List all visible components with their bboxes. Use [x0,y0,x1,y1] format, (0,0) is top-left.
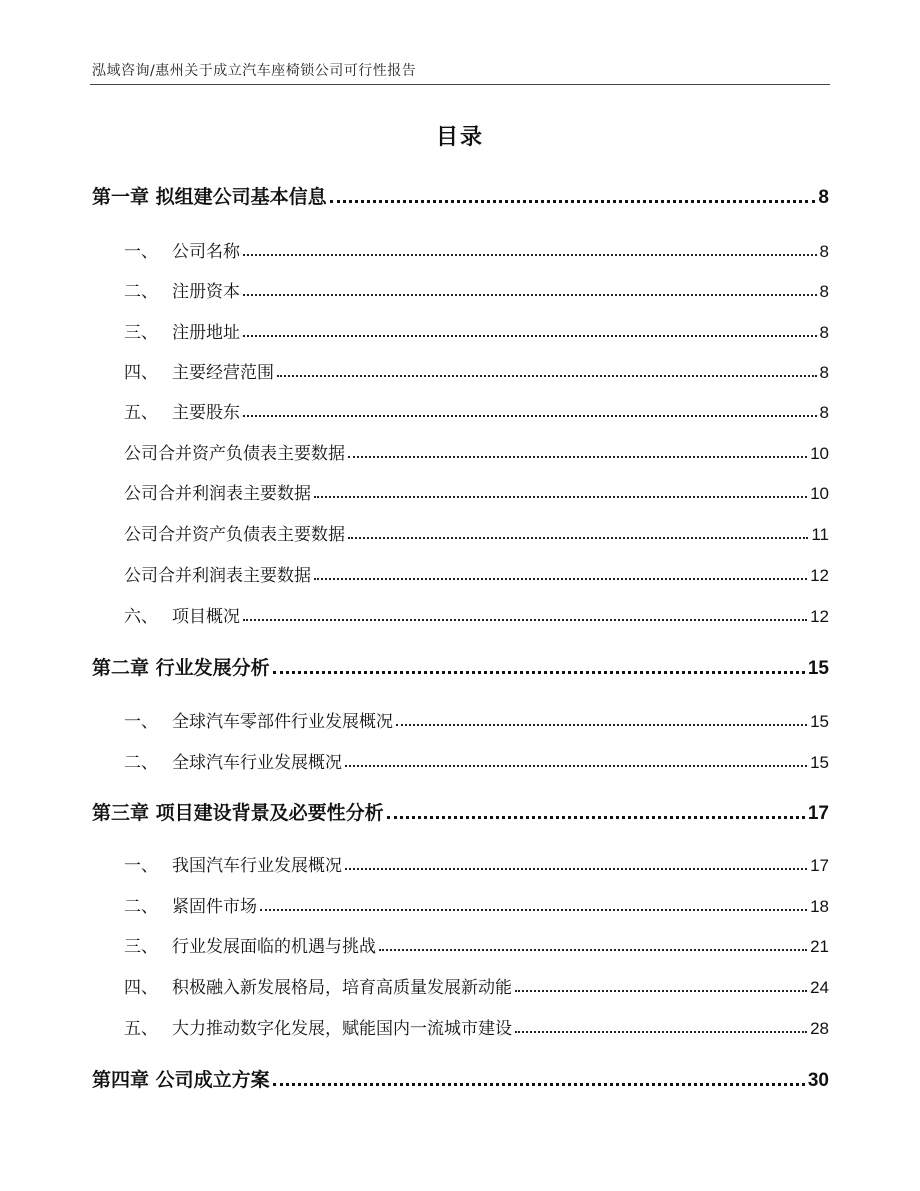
toc-section-number: 五、 [124,403,158,423]
toc-page-number: 8 [819,282,829,301]
toc-section-label: 全球汽车行业发展概况 [172,753,342,773]
toc-page-number: 18 [810,897,829,916]
toc-leader [243,415,817,417]
toc-chapter-label: 第一章 拟组建公司基本信息 [92,186,327,208]
toc-page-number: 12 [810,607,829,626]
toc-section[interactable] [124,707,829,732]
toc-leader [277,375,817,377]
toc-section-label: 注册资本 [172,282,240,302]
toc-leader [243,335,817,337]
toc-page-number: 11 [811,525,829,544]
toc-section-label: 公司合并利润表主要数据 [124,484,311,504]
toc-chapter[interactable] [92,1065,829,1092]
toc-leader [348,537,808,539]
toc-section-number: 二、 [124,282,158,302]
toc-section[interactable] [124,520,829,545]
toc-page-number: 30 [807,1070,829,1091]
toc-section-number: 二、 [124,897,158,917]
toc-leader [273,671,805,674]
toc-section[interactable] [124,1014,829,1039]
running-title: 泓域咨询/惠州关于成立汽车座椅锁公司可行性报告 [92,63,417,79]
toc-page-number: 24 [810,978,829,997]
toc-leader [243,254,817,256]
toc-page-number: 12 [810,566,829,585]
toc-page-number: 10 [810,484,829,503]
toc-page-number: 21 [810,937,829,956]
toc-section-number: 四、 [124,363,158,383]
toc-leader [348,456,807,458]
toc-section-label: 行业发展面临的机遇与挑战 [172,937,376,957]
toc-section-number: 四、 [124,978,158,998]
toc-section[interactable] [124,892,829,917]
toc-section-number: 五、 [124,1019,158,1039]
toc-leader [345,868,807,870]
toc-page-number: 8 [819,403,829,422]
toc-section-label: 紧固件市场 [172,897,257,917]
toc-page-number: 15 [807,658,829,679]
toc-section-number: 一、 [124,856,158,876]
toc-leader [260,909,807,911]
toc-section-label: 主要经营范围 [172,363,274,383]
toc-chapter[interactable] [92,798,829,825]
toc-section[interactable] [124,358,829,383]
toc-leader [515,1031,807,1033]
toc-section[interactable] [124,851,829,876]
toc-chapter-label: 第四章 公司成立方案 [92,1069,270,1091]
toc-page-number: 15 [810,712,829,731]
toc-page-number: 8 [818,187,829,208]
toc-section-label: 项目概况 [172,607,240,627]
toc-leader [243,294,817,296]
toc-section[interactable] [124,318,829,343]
toc-section-number: 三、 [124,323,158,343]
toc-leader [273,1083,805,1086]
toc-leader [314,578,807,580]
toc-section-label: 我国汽车行业发展概况 [172,856,342,876]
toc-leader [396,724,807,726]
toc-section-number: 六、 [124,607,158,627]
toc-leader [515,990,807,992]
toc-page-number: 8 [819,242,829,261]
toc-leader [387,816,805,819]
toc-leader [330,200,816,203]
toc-section[interactable] [124,237,829,262]
toc-section-label: 公司合并资产负债表主要数据 [124,525,345,545]
toc-page-number: 28 [810,1019,829,1038]
toc-leader [243,619,807,621]
toc-section[interactable] [124,277,829,302]
toc-section-label: 积极融入新发展格局，培育高质量发展新动能 [172,978,512,998]
toc-section-label: 公司名称 [172,242,240,262]
toc-section-label: 注册地址 [172,323,240,343]
toc-section[interactable] [124,748,829,773]
toc-section-label: 全球汽车零部件行业发展概况 [172,712,393,732]
toc-section-number: 一、 [124,712,158,732]
toc-section[interactable] [124,439,829,464]
toc-page-number: 8 [819,323,829,342]
toc-page-number: 17 [810,856,829,875]
toc-leader [314,496,807,498]
toc-leader [379,949,807,951]
toc-section-number: 一、 [124,242,158,262]
toc-section-label: 大力推动数字化发展，赋能国内一流城市建设 [172,1019,512,1039]
toc-section[interactable] [124,561,829,586]
toc-page-number: 17 [807,803,829,824]
page-title: 目录 [435,125,484,150]
toc-section[interactable] [124,398,829,423]
toc-section[interactable] [124,932,829,957]
toc-chapter-label: 第二章 行业发展分析 [92,657,270,679]
toc-page-number: 10 [810,444,829,463]
toc-section-label: 公司合并资产负债表主要数据 [124,444,345,464]
toc-leader [345,765,807,767]
toc-section[interactable] [124,973,829,998]
toc-section-number: 二、 [124,753,158,773]
toc-section-label: 主要股东 [172,403,240,423]
toc-chapter[interactable] [92,653,829,680]
toc-section-label: 公司合并利润表主要数据 [124,566,311,586]
header-rule [90,84,830,85]
toc-section[interactable] [124,479,829,504]
toc-section-number: 三、 [124,937,158,957]
toc-page-number: 15 [810,753,829,772]
toc-chapter[interactable] [92,182,829,209]
toc-chapter-label: 第三章 项目建设背景及必要性分析 [92,802,384,824]
toc-page-number: 8 [819,363,829,382]
toc-section[interactable] [124,602,829,627]
